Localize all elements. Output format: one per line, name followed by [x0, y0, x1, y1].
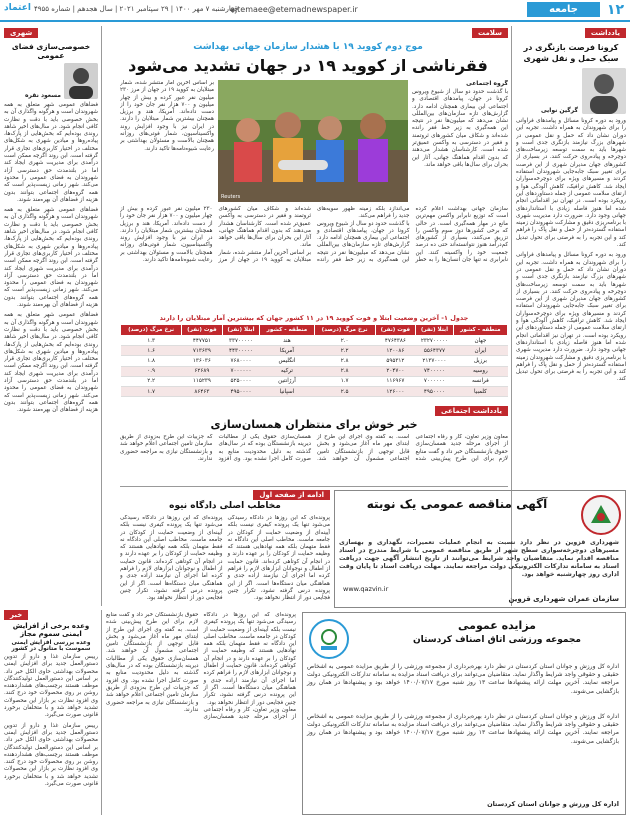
table-cell: ایران: [453, 346, 507, 356]
opinion-body-text: پرونده‌ای که این روزها در دادگاه رسیدگی می‌شود تنها یک پرونده کیفری نیست بلکه آیینه‌ای از وضعیت حمایت از کودکان در جامعه ماست. مخاطب اصلی این دادگاه نه فقط متهمان بلکه همه نهادهایی هستند که وظیفه حمایت از کودکان را بر عهده دارند و در انجام آن کوتاهی کرده‌اند. قانون حمایت از اطفال و نوجوانان ابزارهای لازم را فراهم کرده اما اجرای آن نیازمند اراده جدی و هماهنگی میان دستگاه‌ها است. اگر از این پرونده درس گرفته نشود، تکرار چنین فجایعی دور از انتظار نخواهد بود.: [227, 515, 330, 602]
covid-table: [120, 324, 508, 397]
lead-body-col-1: [412, 80, 508, 220]
table-row: [121, 346, 508, 356]
newspaper-logo: اعتماد: [4, 3, 31, 13]
table-cell: ۲.۵: [314, 386, 375, 396]
table-cell: ۱.۶: [121, 346, 182, 356]
opinion-body-text-2: پرونده‌ای که این روزها در دادگاه رسیدگی می‌شود تنها یک پرونده کیفری نیست بلکه آیینه‌ای از وضعیت حمایت از کودکان در جامعه ماست. مخاطب اصلی این دادگاه نه فقط متهمان بلکه همه نهادهایی هستند که وظیفه حمایت از کودکان را بر عهده دارند و در انجام آن کوتاهی کرده‌اند. قانون حمایت از اطفال و نوجوانان ابزارهای لازم را فراهم کرده اما اجرای آن نیازمند اراده جدی و هماهنگی میان دستگاه‌ها است. اگر از این پرونده درس گرفته نشود، تکرار چنین فجایعی دور از انتظار نخواهد بود.: [120, 515, 223, 602]
covid-table-block: [120, 314, 508, 402]
table-row: [121, 386, 508, 396]
opinion-cont-1: پرونده‌ای که این روزها در دادگاه رسیدگی می‌شود تنها یک پرونده کیفری نیست بلکه آیینه‌ای از وضعیت حمایت از کودکان در جامعه ماست. مخاطب اصلی این دادگاه نه فقط متهمان بلکه همه نهادهایی هستند که وظیفه حمایت از کودکان را بر عهده دارند و در انجام آن کوتاهی کرده‌اند. قانون حمایت از اطفال و نوجوانان ابزارهای لازم را فراهم کرده اما اجرای آن نیازمند اراده جدی و هماهنگی میان دستگاه‌ها است. اگر از این پرونده درس گرفته نشود، تکرار چنین فجایعی دور از انتظار نخواهد بود.: [203, 612, 296, 706]
left-column-article: [4, 40, 98, 580]
table-cell: ۱۱۵۲۳۹: [182, 376, 222, 386]
table-cell: انگلیس: [260, 356, 314, 366]
table-cell: ۲.۰: [314, 336, 375, 346]
bottom-left-title: وعده برخی از افزایش ایمنی سموم مجاز: [12, 622, 90, 638]
bottom-left-subtitle: وعده بررسی افزایش ایمنی سموست با متانول در کشور: [11, 640, 91, 652]
ad-tender-website[interactable]: www.qazvin.ir: [343, 585, 389, 593]
photo-credit: Reuters: [221, 194, 241, 200]
table-cell: ۶۲۶۸۹: [182, 366, 222, 376]
table-header: ابتلا (نفر): [416, 325, 454, 336]
email-link[interactable]: ejtemaee@etemadnewspaper.ir: [230, 5, 358, 14]
sports-ministry-emblem: [309, 619, 349, 659]
lead-headline: فقرناشی از کووید ۱۹ در جهان تشدید می‌شود: [128, 56, 488, 75]
ad-auction: [302, 612, 626, 815]
table-cell: ۴۷۶۴۳۸۶: [375, 336, 415, 346]
right-column-body-cont: ورود به دوره کرونا مسائل و پیامدهای فراوانی را برای شهروندان به همراه داشت. تجربه این دوران نشان داد که حمل و نقل عمومی در شهرهای بزرگ نیازمند بازنگری جدی است و شهرها باید به سمت توسعه زیرساخت‌های دوچرخه و پیاده‌روی حرکت کنند. در بسیاری از کشورهای جهان مدیران شهری از این فرصت برای تغییر سبک جابه‌جایی شهروندان استفاده کردند و مسیرهای ویژه برای دوچرخه‌سواران ایجاد شد. کاهش ترافیک، کاهش آلودگی هوا و ارتقای سلامت عمومی از جمله دستاوردهای این رویکرد بوده است. در تهران نیز اقداماتی انجام شده اما هنوز فاصله زیادی با استانداردهای جهانی وجود دارد. ضرورت دارد مدیریت شهری با برنامه‌ریزی دقیق و مشارکت شهروندان زمینه استفاده گسترده‌تر از حمل و نقل پاک را فراهم کند و این تجربه را به فرصتی برای تحول تبدیل کند.: [516, 252, 626, 383]
table-header: منطقه - کشور: [260, 325, 314, 336]
bottom-left-article: [4, 622, 98, 817]
table-cell: ۷۶۸۰۰۰۰: [222, 356, 260, 366]
opinion-continued: [106, 612, 296, 815]
table-cell: ۱۱۶۹۶۷: [375, 376, 415, 386]
bottom-left-body-2: رییس سازمان غذا و دارو از تدوین دستورالعمل جدید برای افزایش ایمنی محصولات بهداشتی حاوی الکل خبر داد. بر اساس این دستورالعمل تولیدکنندگان موظف هستند برچسب‌های هشداردهنده روشن بر روی محصولات خود درج کنند. وی افزود نظارت بر بازار این محصولات تشدید خواهد شد و با متخلفان برخورد قانونی صورت می‌گیرد.: [4, 722, 98, 788]
lead-photo: [218, 80, 408, 202]
table-cell: آرژانتین: [260, 376, 314, 386]
right-column-label: یادداشت: [585, 28, 626, 38]
left-column-author: مسعود نقره: [25, 92, 61, 99]
table-row: [121, 356, 508, 366]
table-cell: ۲.۲: [121, 376, 182, 386]
table-cell: ۱۲۰۰۸۶: [375, 346, 415, 356]
ad-auction-title: مزایده عمومی: [458, 619, 536, 632]
table-cell: فرانسه: [453, 376, 507, 386]
left-author-photo: [64, 63, 98, 99]
ad-auction-signature: اداره کل ورزش و جوانان استان کردستان: [487, 800, 619, 808]
page-header: [0, 0, 630, 22]
table-cell: ۲۱۳۷۰۰۰۰: [416, 356, 454, 366]
ad-tender: [334, 490, 626, 608]
table-cell: ۴۹۵۰۰۰۰: [222, 386, 260, 396]
table-cell: جهان: [453, 336, 507, 346]
left-column-title: خصوصی‌سازی فضای عمومی: [11, 42, 91, 60]
table-header: نرخ مرگ (درصد): [121, 325, 182, 336]
opinion-label: ادامه از صفحه اول: [253, 490, 330, 500]
lead-body-c: سازمان جهانی بهداشت اعلام کرده است که توزیع نابرابر واکسن مهم‌ترین مانع در مهار همه‌گیری است. در حالی که برخی کشورها دوز سوم واکسن را تزریق می‌کنند، بسیاری از کشورهای کم‌درآمد هنوز نتوانسته‌اند حتی ده درصد جمعیت خود را واکسینه کنند. این نابرابری نه تنها جان انسان‌ها را به خطر می‌اندازد بلکه زمینه ظهور سویه‌های جدید را فراهم می‌کند.: [317, 206, 508, 264]
ad-tender-body: شهرداری قزوین در نظر دارد نسبت به انجام عملیات تعمیرات، نگهداری و بهسازی مسیرهای دوچرخه‌سواری سطح شهر از طریق مناقصه عمومی با شرایط مندرج در اسناد مناقصه اقدام نماید. متقاضیان واجد شرایط می‌توانند از تاریخ انتشار آگهی جهت دریافت اسناد به سامانه تدارکات الکترونیکی دولت مراجعه نمایند. مهلت دریافت اسناد تا پایان وقت اداری روز چهارشنبه خواهد بود.: [339, 539, 619, 578]
table-cell: ۱.۷: [314, 376, 375, 386]
opinion-cont-2: معاون وزیر تعاون، کار و رفاه اجتماعی از اجرای مرحله جدید همسان‌سازی حقوق بازنشستگان خبر داد و گفت منابع لازم برای این طرح پیش‌بینی شده است. به گفته وی اجرای این طرح از ابتدای مهر ماه آغاز می‌شود و بخش قابل توجهی از بازنشستگان تامین اجتماعی مشمول آن خواهند شد. همسان‌سازی حقوق یکی از مطالبات دیرینه بازنشستگان بوده که در سال‌های گذشته به دلیل محدودیت منابع به صورت کامل اجرا نشده بود. وی افزود که جزییات این طرح به‌زودی از طریق سازمان تامین اجتماعی اعلام خواهد شد و بازنشستگان نیازی به مراجعه حضوری ندارند.: [106, 612, 296, 721]
table-cell: برزیل: [453, 356, 507, 366]
lead-label: سلامت: [472, 28, 508, 38]
table-cell: ۷۱۳۶۳۹: [182, 346, 222, 356]
section-label: جامعه: [527, 2, 600, 17]
covid-table-title: جدول ۱- آخرین وضعیت ابتلا و فوت کووید ۱۹ در ۱۱ کشور جهان که بیشترین آمار مبتلایان را دارند: [159, 314, 469, 322]
table-cell: کلمبیا: [453, 386, 507, 396]
table-cell: ۸۶۴۶۳: [182, 386, 222, 396]
ad-tender-title: آگهی مناقصه عمومی یک نوبته: [366, 497, 548, 511]
table-cell: ۵۹۵۳۱۲: [375, 356, 415, 366]
table-header: نرخ مرگ (درصد): [314, 325, 375, 336]
table-cell: ۴۴۷۷۵۱: [182, 336, 222, 346]
right-column-author: گرگین نوایی: [540, 107, 578, 114]
table-cell: ۴۴۳۰۰۰۰۰: [222, 346, 260, 356]
ad-tender-signature: سازمان عمران شهرداری قزوین: [508, 595, 619, 603]
bottom-left-label: خبر: [4, 610, 28, 620]
table-cell: ۲.۸: [314, 366, 375, 376]
table-cell: ۷۴۰۰۰۰۰: [416, 366, 454, 376]
table-header: ابتلا (نفر): [222, 325, 260, 336]
table-cell: ۱۳۶۰۳۶: [182, 356, 222, 366]
table-cell: ۵۵۶۴۳۷۷: [416, 346, 454, 356]
bottom-left-body: رییس سازمان غذا و دارو از تدوین دستورالعمل جدید برای افزایش ایمنی محصولات بهداشتی حاوی الکل خبر داد. بر اساس این دستورالعمل تولیدکنندگان موظف هستند برچسب‌های هشداردهنده روشن بر روی محصولات خود درج کنند. وی افزود نظارت بر بازار این محصولات تشدید خواهد شد و با متخلفان برخورد قانونی صورت می‌گیرد.: [4, 654, 98, 719]
table-header: فوت (نفر): [375, 325, 415, 336]
opinion-body: [120, 515, 330, 607]
ad-auction-subtitle: مجموعه ورزشی اتاق اصناف کردستان: [412, 635, 581, 645]
table-cell: ۲.۸: [314, 356, 375, 366]
middle-body: [120, 434, 508, 484]
table-header: منطقه - کشور: [453, 325, 507, 336]
table-row: [121, 366, 508, 376]
table-cell: روسیه: [453, 366, 507, 376]
middle-title: خبر خوش برای منتظران همسان‌سازی: [210, 418, 418, 431]
date-line: چهارشنبه ۷ مهر ۱۴۰۰ | ۲۹ سپتامبر ۲۰۲۱ | سال هجدهم | شماره ۴۹۵۵: [34, 5, 239, 13]
opinion-title: مخاطب اصلی دادگاه نیوه: [169, 501, 281, 511]
lead-body-b: بر اساس آخرین آمار منتشر شده، شمار مبتلایان به کووید ۱۹ در جهان از مرز ۲۳۰ میلیون نفر عبور کرده و بیش از چهار میلیون و ۷۰۰ هزار نفر جان خود را از دست داده‌اند. آمریکا، هند و برزیل همچنان بیشترین شمار مبتلایان را دارند. در ایران نیز با وجود افزایش روند واکسیناسیون، شمار فوتی‌های روزانه همچنان بالاست و مسئولان بهداشتی بر رعایت شیوه‌نامه‌ها تاکید دارند.: [120, 80, 214, 152]
table-cell: ۲۰۴۷۰۰: [375, 366, 415, 376]
ad-auction-body: اداره کل ورزش و جوانان استان کردستان در نظر دارد بهره‌برداری از مجموعه ورزشی را از طریق مزایده عمومی به اشخاص حقیقی و حقوقی واجد شرایط واگذار نماید. متقاضیان می‌توانند برای دریافت اسناد مزایده به سامانه تدارکات الکترونیکی دولت مراجعه نمایند. آخرین مهلت ارائه پیشنهادها ساعت ۱۳ روز شنبه مورخ ۱۴۰۰/۰۷/۱۷ خواهد بود و پیشنهادها در همان روز بازگشایی می‌شوند.: [307, 663, 619, 695]
ad-auction-body-2: اداره کل ورزش و جوانان استان کردستان در نظر دارد بهره‌برداری از مجموعه ورزشی را از طریق مزایده عمومی به اشخاص حقیقی و حقوقی واجد شرایط واگذار نماید. متقاضیان می‌توانند برای دریافت اسناد مزایده به سامانه تدارکات الکترونیکی دولت مراجعه نمایند. آخرین مهلت ارائه پیشنهادها ساعت ۱۳ روز شنبه مورخ ۱۴۰۰/۰۷/۱۷ خواهد بود و پیشنهادها در همان روز بازگشایی می‌شوند.: [307, 713, 619, 745]
table-cell: ۳۳۷۰۰۰۰۰: [222, 336, 260, 346]
table-header: فوت (نفر): [182, 325, 222, 336]
table-row: [121, 336, 508, 346]
middle-label: یادداشت اجتماعی: [435, 406, 508, 416]
left-column-label: شهری: [4, 28, 38, 38]
table-cell: ۱.۳: [121, 336, 182, 346]
table-cell: آمریکا: [260, 346, 314, 356]
lead-body-col-3: [120, 80, 214, 220]
table-cell: ۲.۲: [314, 346, 375, 356]
lead-kicker: موج دوم کووید ۱۹ با هشدار سازمان جهانی بهداشت: [193, 42, 423, 52]
lead-author: گروه اجتماعی: [466, 80, 508, 87]
table-cell: ۴۹۵۰۰۰۰: [416, 386, 454, 396]
table-cell: ۷۰۰۰۰۰۰: [416, 376, 454, 386]
table-cell: اسپانیا: [260, 386, 314, 396]
table-cell: ۲۳۲۷۰۰۰۰۰: [416, 336, 454, 346]
lead-body-a2: با گذشت حدود دو سال از شیوع ویروس کرونا در جهان، پیامدهای اقتصادی و اجتماعی این بیماری همچنان ادامه دارد. گزارش‌های تازه سازمان‌های بین‌المللی نشان می‌دهد که میلیون‌ها نفر در نتیجه این همه‌گیری به زیر خط فقر رانده شده‌اند و شکاف میان کشورهای ثروتمند و فقیر در دسترسی به واکسن عمیق‌تر شده است. کارشناسان هشدار می‌دهند که بدون اقدام هماهنگ جهانی، آثار این بحران برای سال‌ها باقی خواهد ماند.: [218, 206, 410, 264]
table-cell: ترکیه: [260, 366, 314, 376]
table-cell: ۰.۹: [121, 366, 182, 376]
lead-body-continued: [120, 206, 508, 310]
municipality-emblem: [581, 495, 621, 535]
left-column-body-cont: فضاهای عمومی شهر متعلق به همه شهروندان است و هرگونه واگذاری آن به بخش خصوصی باید با دقت و نظارت کافی انجام شود. در سال‌های اخیر شاهد روندی بوده‌ایم که بخش‌هایی از پارک‌ها، پیاده‌روها و میادین شهری به شکل‌های مختلف در اختیار کاربری‌های تجاری قرار گرفته است. این روند اگرچه ممکن است درآمدی برای مدیریت شهری ایجاد کند اما در بلندمدت حق دسترسی آزاد شهروندان به فضای عمومی را محدود می‌کند. شهر زمانی زیست‌پذیر است که همه گروه‌های اجتماعی بتوانند بدون هزینه از فضاهای آن بهره‌مند شوند.: [4, 207, 98, 309]
lead-body-b2: بر اساس آخرین آمار منتشر شده، شمار مبتلایان به کووید ۱۹ در جهان از مرز ۲۳۰ میلیون نفر عبور کرده و بیش از چهار میلیون و ۷۰۰ هزار نفر جان خود را از دست داده‌اند. آمریکا، هند و برزیل همچنان بیشترین شمار مبتلایان را دارند. در ایران نیز با وجود افزایش روند واکسیناسیون، شمار فوتی‌های روزانه همچنان بالاست و مسئولان بهداشتی بر رعایت شیوه‌نامه‌ها تاکید دارند.: [120, 206, 312, 264]
table-cell: ۱.۷: [121, 386, 182, 396]
table-cell: ۷۰۰۰۰۰۰: [222, 366, 260, 376]
table-cell: ۵۲۵۰۰۰۰: [222, 376, 260, 386]
table-cell: ۱.۸: [121, 356, 182, 366]
left-column-body-cont2: فضاهای عمومی شهر متعلق به همه شهروندان است و هرگونه واگذاری آن به بخش خصوصی باید با دقت و نظارت کافی انجام شود. در سال‌های اخیر شاهد روندی بوده‌ایم که بخش‌هایی از پارک‌ها، پیاده‌روها و میادین شهری به شکل‌های مختلف در اختیار کاربری‌های تجاری قرار گرفته است. این روند اگرچه ممکن است درآمدی برای مدیریت شهری ایجاد کند اما در بلندمدت حق دسترسی آزاد شهروندان به فضای عمومی را محدود می‌کند. شهر زمانی زیست‌پذیر است که همه گروه‌های اجتماعی بتوانند بدون هزینه از فضاهای آن بهره‌مند شوند.: [4, 312, 98, 414]
page-number: ۱۲: [606, 2, 624, 18]
table-row: [121, 376, 508, 386]
left-column-body: فضاهای عمومی شهر متعلق به همه شهروندان است و هرگونه واگذاری آن به بخش خصوصی باید با دقت و نظارت کافی انجام شود. در سال‌های اخیر شاهد روندی بوده‌ایم که بخش‌هایی از پارک‌ها، پیاده‌روها و میادین شهری به شکل‌های مختلف در اختیار کاربری‌های تجاری قرار گرفته است. این روند اگرچه ممکن است درآمدی برای مدیریت شهری ایجاد کند اما در بلندمدت حق دسترسی آزاد شهروندان به فضای عمومی را محدود می‌کند. شهر زمانی زیست‌پذیر است که همه گروه‌های اجتماعی بتوانند بدون هزینه از فضاهای آن بهره‌مند شوند.: [4, 102, 98, 203]
lead-body-a: با گذشت حدود دو سال از شیوع ویروس کرونا در جهان، پیامدهای اقتصادی و اجتماعی این بیماری همچنان ادامه دارد. گزارش‌های تازه سازمان‌های بین‌المللی نشان می‌دهد که میلیون‌ها نفر در نتیجه این همه‌گیری به زیر خط فقر رانده شده‌اند و شکاف میان کشورهای ثروتمند و فقیر در دسترسی به واکسن عمیق‌تر شده است. کارشناسان هشدار می‌دهند که بدون اقدام هماهنگ جهانی، آثار این بحران برای سال‌ها باقی خواهد ماند.: [412, 89, 508, 168]
author-photo: [582, 68, 626, 114]
table-cell: هند: [260, 336, 314, 346]
table-cell: ۱۲۶۰۰۰: [375, 386, 415, 396]
right-column-title: کرونا فرصت بازنگری در سبک حمل و نقل شهری: [523, 43, 619, 63]
middle-body-text: معاون وزیر تعاون، کار و رفاه اجتماعی از اجرای مرحله جدید همسان‌سازی حقوق بازنشستگان خبر داد و گفت منابع لازم برای این طرح پیش‌بینی شده است. به گفته وی اجرای این طرح از ابتدای مهر ماه آغاز می‌شود و بخش قابل توجهی از بازنشستگان تامین اجتماعی مشمول آن خواهند شد. همسان‌سازی حقوق یکی از مطالبات دیرینه بازنشستگان بوده که در سال‌های گذشته به دلیل محدودیت منابع به صورت کامل اجرا نشده بود. وی افزود که جزییات این طرح به‌زودی از طریق سازمان تامین اجتماعی اعلام خواهد شد و بازنشستگان نیازی به مراجعه حضوری ندارند.: [120, 434, 508, 462]
right-column-body: ورود به دوره کرونا مسائل و پیامدهای فراوانی را برای شهروندان به همراه داشت. تجربه این دوران نشان داد که حمل و نقل عمومی در شهرهای بزرگ نیازمند بازنگری جدی است و شهرها باید به سمت توسعه زیرساخت‌های دوچرخه و پیاده‌روی حرکت کنند. در بسیاری از کشورهای جهان مدیران شهری از این فرصت برای تغییر سبک جابه‌جایی شهروندان استفاده کردند و مسیرهای ویژه برای دوچرخه‌سواران ایجاد شد. کاهش ترافیک، کاهش آلودگی هوا و ارتقای سلامت عمومی از جمله دستاوردهای این رویکرد بوده است. در تهران نیز اقداماتی انجام شده اما هنوز فاصله زیادی با استانداردهای جهانی وجود دارد. ضرورت دارد مدیریت شهری با برنامه‌ریزی دقیق و مشارکت شهروندان زمینه استفاده گسترده‌تر از حمل و نقل پاک را فراهم کند و این تجربه را به فرصتی برای تحول تبدیل کند.: [516, 118, 626, 249]
